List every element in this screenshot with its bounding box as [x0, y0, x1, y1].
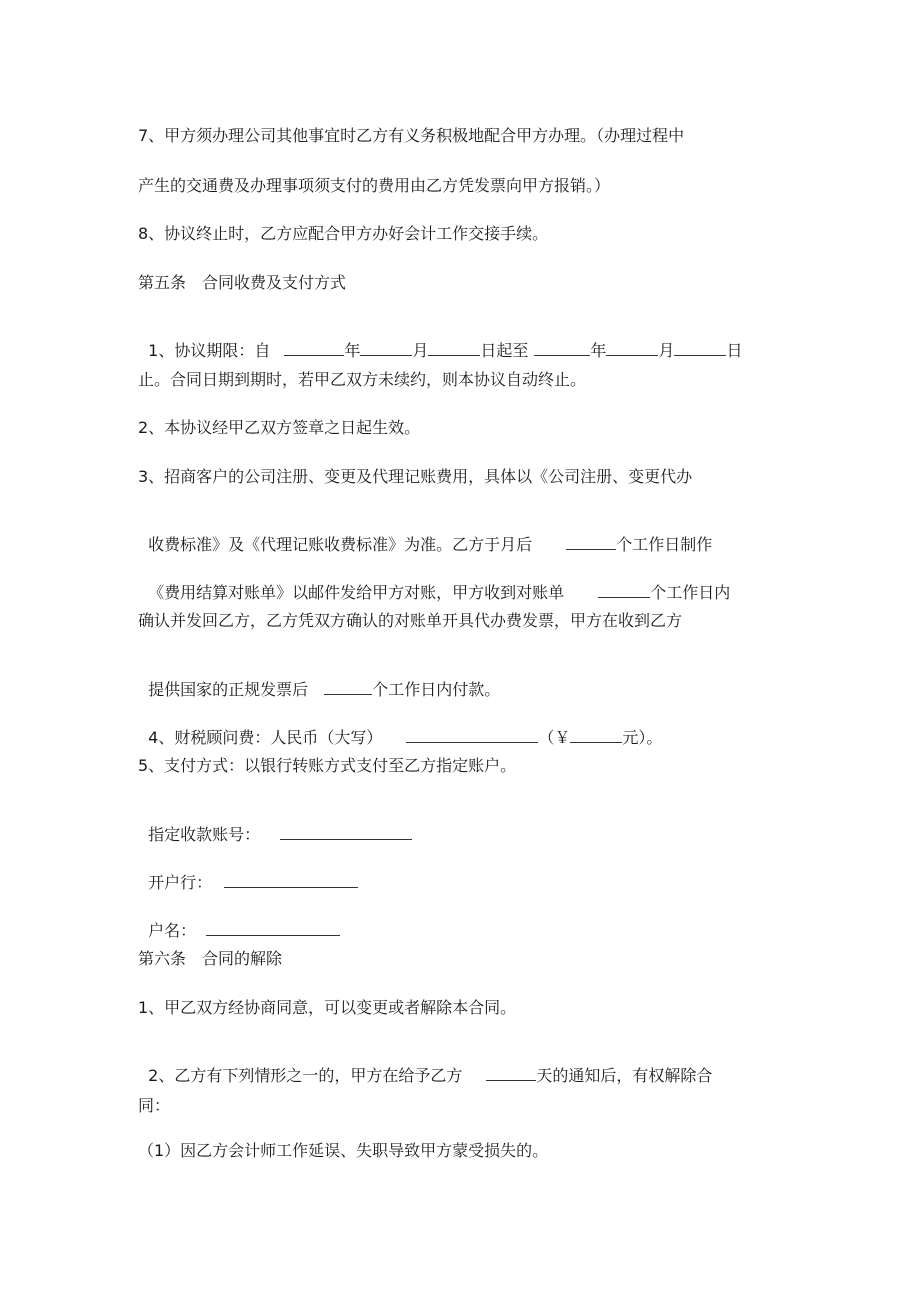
workdays-blank-3 — [324, 680, 372, 695]
termination-clause-2-text: 2、乙方有下列情形之一的，甲方在给予乙方 — [148, 1066, 463, 1085]
clause-7-line-1: 7、甲方须办理公司其他事宜时乙方有义务积极地配合甲方办理。（办理过程中 — [138, 126, 685, 145]
clause-3-line-2 — [138, 515, 713, 554]
end-year-label: 年 — [590, 341, 607, 360]
bank-line — [138, 853, 358, 892]
start-month-blank — [360, 341, 412, 356]
clause-3-line-5-tail: 个工作日内付款。 — [372, 680, 501, 699]
clause-3-line-2-text: 收费标准》及《代理记账收费标准》为准。乙方于月后 — [148, 535, 533, 554]
clause-7-line-2: 产生的交通费及办理事项须支付的费用由乙方凭发票向甲方报销。） — [138, 176, 611, 195]
fee-words-blank — [406, 728, 538, 743]
month-label: 月 — [412, 341, 429, 360]
account-number-line — [138, 805, 412, 844]
end-day-label: 日 — [726, 341, 743, 360]
end-month-blank — [606, 341, 658, 356]
clause-3-line-3-tail: 个工作日内 — [650, 583, 731, 602]
fee-amount-blank — [570, 728, 622, 743]
termination-clause-2-tail: 天的通知后，有权解除合 — [536, 1066, 713, 1085]
fee-yuan-label: 元）。 — [622, 728, 663, 747]
termination-clause-1: 1、甲乙双方经协商同意，可以变更或者解除本合同。 — [138, 998, 517, 1017]
article-5-heading: 第五条 合同收费及支付方式 — [138, 273, 347, 292]
workdays-blank-1 — [566, 535, 616, 550]
end-month-label: 月 — [658, 341, 675, 360]
fee-label: 4、财税顾问费：人民币（大写） — [148, 728, 383, 747]
termination-clause-2-cont: 同： — [138, 1096, 171, 1115]
account-name-line — [138, 901, 340, 940]
account-name-label: 户名： — [148, 921, 197, 940]
term-line-2: 止。合同日期到期时，若甲乙双方未续约，则本协议自动终止。 — [138, 370, 587, 389]
bank-blank — [224, 873, 358, 888]
start-year-blank — [284, 341, 344, 356]
clause-3-line-5 — [138, 660, 501, 699]
clause-2-effective: 2、本协议经甲乙双方签章之日起生效。 — [138, 418, 421, 437]
termination-item-1: （1）因乙方会计师工作延误、失职导致甲方蒙受损失的。 — [138, 1141, 549, 1160]
clause-3-line-3 — [138, 563, 731, 602]
article-6-heading: 第六条 合同的解除 — [138, 949, 283, 968]
payment-method: 5、支付方式：以银行转账方式支付至乙方指定账户。 — [138, 756, 517, 775]
termination-clause-2 — [138, 1046, 713, 1085]
clause-3-line-3-text: 《费用结算对账单》以邮件发给甲方对账，甲方收到对账单 — [148, 583, 565, 602]
year-label: 年 — [344, 341, 361, 360]
clause-3-line-1: 3、招商客户的公司注册、变更及代理记账费用，具体以《公司注册、变更代办 — [138, 467, 693, 486]
workdays-blank-2 — [598, 583, 650, 598]
bank-label: 开户行： — [148, 873, 213, 892]
account-name-blank — [206, 921, 340, 936]
clause-3-line-5-text: 提供国家的正规发票后 — [148, 680, 309, 699]
end-day-blank — [674, 341, 726, 356]
clause-3-line-4: 确认并发回乙方，乙方凭双方确认的对账单开具代办费发票，甲方在收到乙方 — [138, 611, 683, 630]
day-to-label: 日起至 — [480, 341, 529, 360]
term-label: 1、协议期限：自 — [148, 341, 271, 360]
account-number-blank — [280, 825, 412, 840]
fee-line — [138, 708, 663, 747]
clause-3-line-2-tail: 个工作日制作 — [616, 535, 713, 554]
term-line — [138, 321, 743, 360]
account-number-label: 指定收款账号： — [148, 825, 261, 844]
end-year-blank — [534, 341, 590, 356]
start-day-blank — [428, 341, 480, 356]
notice-days-blank — [486, 1066, 536, 1081]
clause-8: 8、协议终止时，乙方应配合甲方办好会计工作交接手续。 — [138, 224, 549, 243]
fee-yen-label: （￥ — [538, 728, 571, 747]
